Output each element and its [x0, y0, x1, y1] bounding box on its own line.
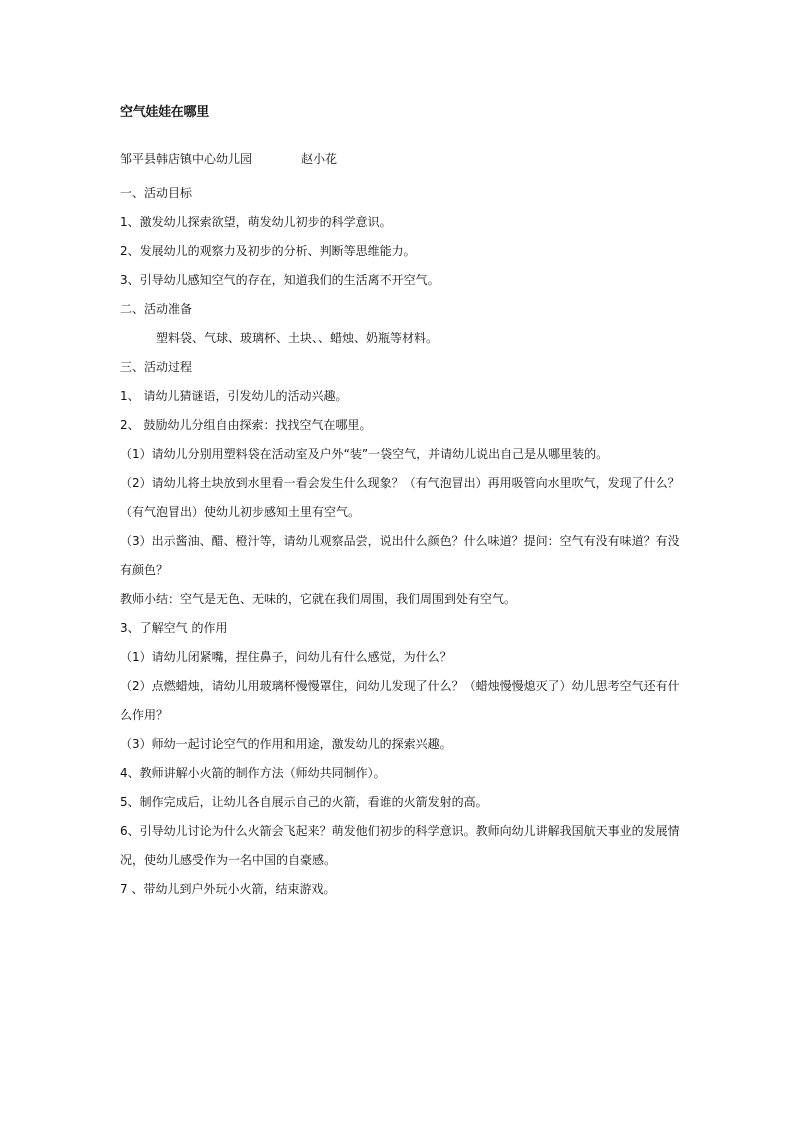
document-title: 空气娃娃在哪里: [120, 105, 209, 120]
school-name: 邹平县韩店镇中心幼儿园: [120, 152, 253, 166]
paragraph-line: 1、激发幼儿探索欲望，萌发幼儿初步的科学意识。: [120, 215, 392, 229]
paragraph-line: 7 、带幼儿到户外玩小火箭，结束游戏。: [120, 882, 336, 896]
paragraph-line: 况，使幼儿感受作为一名中国的自豪感。: [120, 853, 337, 867]
paragraph-line: （3）师幼一起讨论空气的作用和用途，激发幼儿的探索兴趣。: [120, 737, 452, 751]
paragraph-line: （1）请幼儿闭紧嘴，捏住鼻子，问幼儿有什么感觉，为什么？: [120, 650, 452, 664]
paragraph-line: 教师小结：空气是无色、无味的，它就在我们周围，我们周围到处有空气。: [120, 592, 517, 606]
author-line: [120, 150, 337, 167]
paragraph-line: （1）请幼儿分别用塑料袋在活动室及户外“装”一袋空气，并请幼儿说出自己是从哪里装的。: [120, 447, 609, 461]
paragraph-line: 么作用？: [120, 708, 169, 722]
paragraph-line: 塑料袋、气球、玻璃杯、土块、、蜡烛、奶瓶等材料。: [156, 331, 439, 345]
section-heading: 二、活动准备: [120, 302, 193, 316]
paragraph-line: 6、引导幼儿讨论为什么火箭会飞起来？萌发他们初步的科学意识。教师向幼儿讲解我国航天事业的发展情: [120, 824, 680, 838]
section-heading: 一、活动目标: [120, 186, 193, 200]
paragraph-line: 3、了解空气 的作用: [120, 621, 228, 635]
paragraph-line: （有气泡冒出）使幼儿初步感知土里有空气。: [120, 505, 361, 519]
document-body: [120, 179, 680, 904]
paragraph-line: 有颜色？: [120, 563, 169, 577]
section-heading: 三、活动过程: [120, 360, 193, 374]
paragraph-line: （2）点燃蜡烛，请幼儿用玻璃杯慢慢罩住，问幼儿发现了什么？（蜡烛慢慢熄灭了）幼儿思考空气还有什: [120, 679, 680, 693]
paragraph-line: （2）请幼儿将土块放到水里看一看会发生什么现象？（有气泡冒出）再用吸管向水里吹气，发现了什么？: [120, 476, 680, 490]
paragraph-line: 2、发展幼儿的观察力及初步的分析、判断等思维能力。: [120, 244, 416, 258]
author-name: 赵小花: [301, 152, 338, 166]
paragraph-line: 3、引导幼儿感知空气的存在，知道我们的生活离不开空气。: [120, 273, 440, 287]
paragraph-line: 4、教师讲解小火箭的制作方法（师幼共同制作）。: [120, 766, 386, 780]
paragraph-line: 5、制作完成后，让幼儿各自展示自己的火箭，看谁的火箭发射的高。: [120, 795, 488, 809]
paragraph-line: 1、 请幼儿猜谜语，引发幼儿的活动兴趣。: [120, 389, 348, 403]
paragraph-line: 2、 鼓励幼儿分组自由探索：找找空气在哪里。: [120, 418, 372, 432]
paragraph-line: （3）出示酱油、醋、橙汁等，请幼儿观察品尝，说出什么颜色？什么味道？提问：空气有没有味道？有没: [120, 534, 680, 548]
